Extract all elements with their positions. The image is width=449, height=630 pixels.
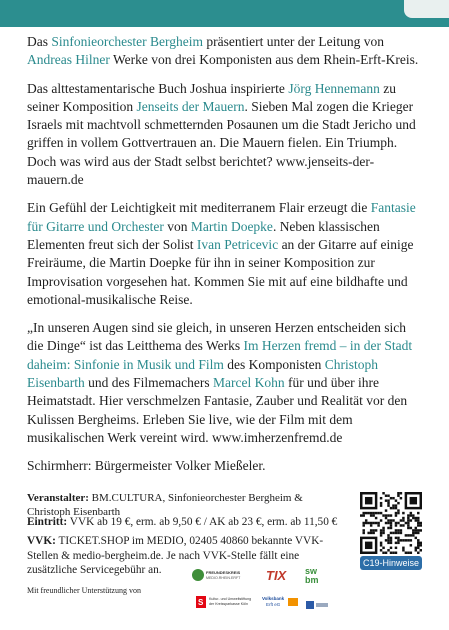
organizer-label: Veranstalter: bbox=[27, 492, 89, 504]
body-text: Das bbox=[27, 34, 52, 49]
qr-code[interactable] bbox=[360, 492, 422, 554]
paragraph bbox=[27, 319, 425, 447]
kreissparkasse-logo bbox=[196, 594, 258, 612]
svg-text:FREUNDESKREIS: FREUNDESKREIS bbox=[206, 570, 241, 575]
small-sponsor-logo bbox=[306, 597, 328, 607]
admission-line bbox=[27, 515, 347, 529]
svg-text:S: S bbox=[198, 598, 204, 607]
body-text: . Sieben Mal zogen die Krieger Israels mit machtvoll schmetternden Posaunen um die Stadt Jericho und griffen in vollem Gottvertrauen an. Die Mauern fielen. Ein Triumph. Doch was wird aus der Stadt selbst berichtet? www.jenseits-der-mauern.de bbox=[27, 98, 416, 188]
presale-label: VVK: bbox=[27, 535, 56, 547]
swbm-logo bbox=[304, 565, 330, 585]
body-text: präsentiert unter der Leitung von bbox=[202, 34, 385, 49]
body-text: zu seiner Komposition bbox=[27, 80, 397, 114]
highlighted-name: Jenseits der Mauern bbox=[136, 98, 245, 114]
svg-text:sw: sw bbox=[305, 566, 318, 576]
body-text: für und über ihre Heimatstadt. Hier verschmelzen Fantasie, Zauber und Realität vor den Kulissen Bergheims. Erleben Sie live, wie der Film mit dem musikalischen Werk vereint wird. www.imherzenfremd.de bbox=[27, 375, 408, 445]
admission-label: Eintritt: bbox=[27, 516, 68, 528]
top-color-band bbox=[0, 0, 449, 27]
svg-text:TIX: TIX bbox=[266, 568, 287, 583]
organizer-text: BM.CULTURA, Sinfonieorchester Bergheim & Christoph Eisenbarth bbox=[27, 492, 303, 518]
paragraph bbox=[27, 33, 425, 70]
paragraph bbox=[27, 199, 425, 309]
highlighted-name: Christoph Eisenbarth bbox=[27, 356, 379, 391]
body-text: Das alttestamentarische Buch Joshua inspirierte bbox=[27, 80, 289, 96]
qr-code-block[interactable] bbox=[360, 492, 422, 570]
paragraph bbox=[27, 457, 425, 475]
highlighted-name: Andreas Hilner bbox=[27, 52, 110, 68]
body-text: des Komponisten bbox=[223, 356, 325, 372]
top-corner-tab bbox=[404, 0, 449, 18]
body-text: Schirmherr: Bürgermeister Volker Mießeler. bbox=[27, 458, 266, 474]
foerderverein-logo bbox=[192, 568, 242, 582]
svg-text:Erft eG: Erft eG bbox=[266, 602, 281, 607]
highlighted-name: Ivan Petricevic bbox=[196, 236, 279, 252]
tix-logo bbox=[265, 567, 295, 583]
body-text: . Neben klassischen Elementen freut sich der Solist bbox=[27, 218, 380, 252]
highlighted-name: Marcel Kohn bbox=[212, 375, 285, 391]
main-text bbox=[27, 33, 425, 486]
body-text: Werke von drei Komponisten aus dem Rhein-Erft-Kreis. bbox=[109, 52, 419, 68]
highlighted-name: Sinfonieorchester Bergheim bbox=[51, 34, 203, 49]
svg-text:MEDIO.RHEIN.ERFT: MEDIO.RHEIN.ERFT bbox=[206, 576, 241, 580]
highlighted-name: Martin Doepke bbox=[190, 218, 273, 234]
qr-caption: C19-Hinweise bbox=[360, 556, 422, 570]
highlighted-name: Im Herzen fremd – in der Stadt daheim: Sinfonie in Musik und Film bbox=[27, 338, 413, 372]
svg-text:Kultur- und Umweltstiftung: Kultur- und Umweltstiftung bbox=[209, 597, 252, 601]
body-text: an der Gitarre auf einige Freiräume, die Martin Doepke für ihn in seiner Komposition zur Improvisation vorgesehen hat. Kommen Sie mit auf eine bildhafte und emotional-musikalische Reise. bbox=[27, 236, 414, 307]
presale-text: TICKET.SHOP im MEDIO, 02405 40860 bekannte VVK-Stellen & medio-bergheim.de. Je nach VVK-Stelle fällt eine zusätzliche Servicegebühr an. bbox=[27, 535, 324, 576]
admission-text: VVK ab 19 €, erm. ab 9,50 € / AK ab 23 €, erm. ab 11,50 € bbox=[67, 516, 338, 528]
svg-text:Volksbank: Volksbank bbox=[262, 596, 285, 601]
highlighted-name: Fantasie für Gitarre und Orchester bbox=[27, 200, 416, 234]
highlighted-name: Jörg Hennemann bbox=[288, 80, 380, 96]
support-label: Mit freundlicher Unterstützung von bbox=[27, 586, 141, 595]
paragraph bbox=[27, 80, 425, 190]
body-text: „In unseren Augen sind sie gleich, in unseren Herzen entscheiden sich die Dinge“ ist das Leitthema des Werks bbox=[27, 320, 407, 354]
body-text: Ein Gefühl der Leichtigkeit mit mediterranem Flair erzeugt die bbox=[27, 200, 371, 216]
body-text: von bbox=[163, 218, 191, 234]
svg-text:der Kreissparkasse Köln: der Kreissparkasse Köln bbox=[209, 602, 248, 606]
svg-text:bm: bm bbox=[305, 575, 319, 585]
body-text: und des Filmemachers bbox=[84, 375, 213, 391]
volksbank-logo bbox=[262, 594, 302, 610]
